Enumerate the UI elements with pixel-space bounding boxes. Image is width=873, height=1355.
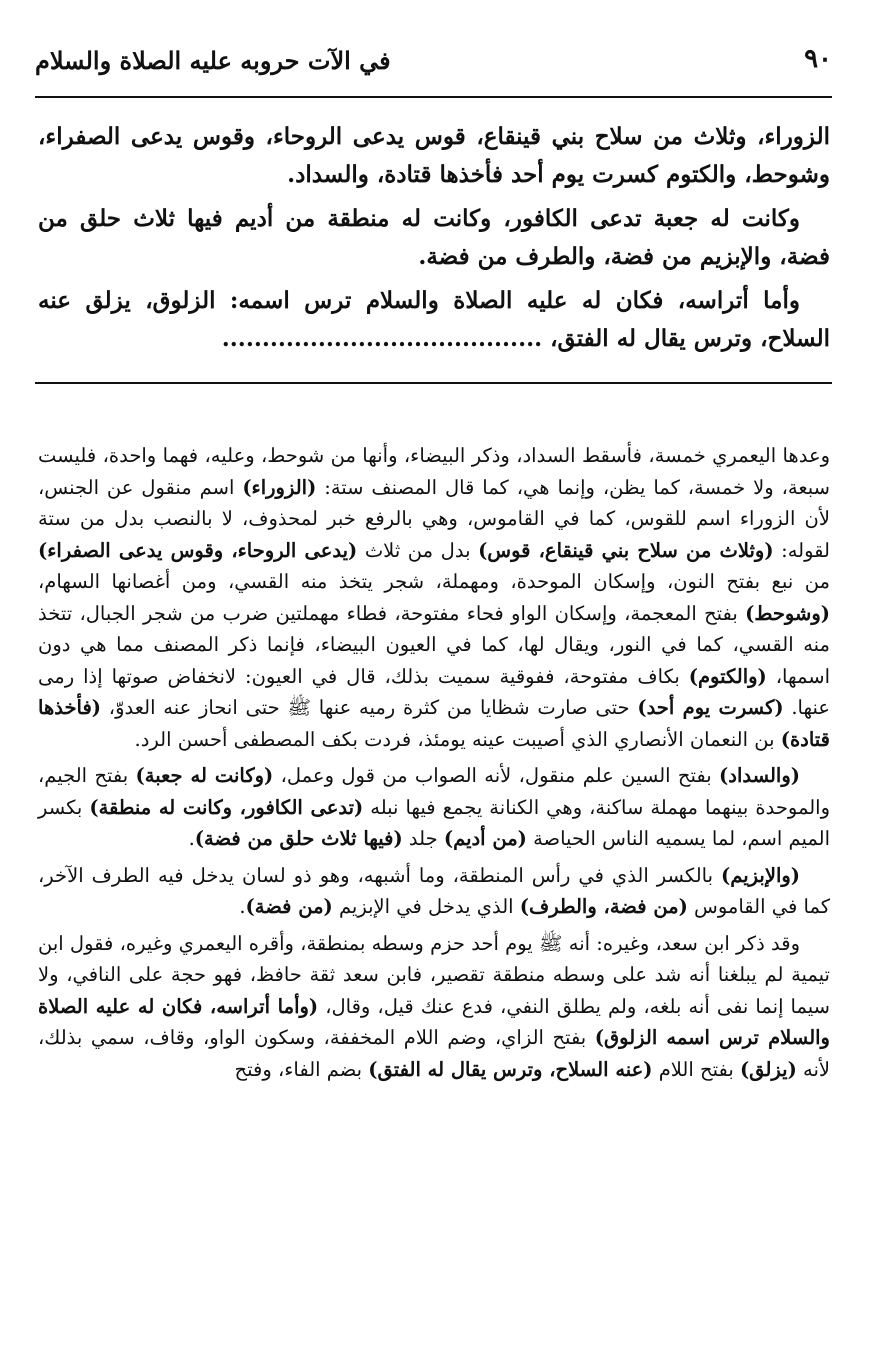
commentary-run: بضم الفاء، وفتح (234, 1057, 369, 1081)
commentary-run: الذي يدخل في الإبزيم (332, 895, 520, 918)
running-title: في الآت حروبه عليه الصلاة والسلام (35, 46, 391, 75)
section-divider (35, 382, 832, 384)
quoted-main-text: (فأخذها قتادة) (38, 696, 830, 751)
commentary-run: . (188, 827, 195, 850)
quoted-main-text: (فيها ثلاث حلق من فضة) (194, 827, 403, 850)
main-text-paragraph: الزوراء، وثلاث من سلاح بني قينقاع، قوس يدعى الروحاء، وقوس يدعى الصفراء، وشوحط، والكتوم كسرت يوم أحد فأخذها قتادة، والسداد. (38, 123, 830, 188)
commentary-text (38, 440, 830, 1090)
quoted-main-text: (وثلاث من سلاح بني قينقاع، قوس) (478, 538, 774, 562)
quoted-main-text: (والإبزيم) (721, 863, 800, 887)
quoted-main-text: (والسداد) (719, 764, 800, 787)
commentary-run: جلد (402, 827, 444, 850)
quoted-main-text: (يدعى الروحاء، وقوس يدعى الصفراء) (38, 538, 358, 562)
commentary-paragraph (38, 860, 830, 923)
commentary-run: بن النعمان الأنصاري الذي أصيبت عينه يومئذ، فردت بكف المصطفى أحسن الرد. (134, 727, 781, 751)
commentary-paragraph (38, 928, 830, 1086)
page-header (35, 40, 832, 88)
quoted-main-text: (وكانت له جعبة) (135, 764, 274, 787)
page-number: ٩٠ (804, 44, 832, 74)
commentary-run: بدل من ثلاث (357, 538, 479, 562)
main-text (38, 118, 830, 364)
quoted-main-text: (والكتوم) (688, 664, 767, 688)
quoted-main-text: (عنه السلاح، وترس يقال له الفتق) (368, 1057, 653, 1081)
quoted-main-text: (كسرت يوم أحد) (637, 696, 784, 719)
commentary-run: بفتح اللام (652, 1057, 740, 1081)
commentary-run: من نبع بفتح النون، وإسكان الموحدة، ومهملة، شجر يتخذ منه القسي، ومن أغصانها السهام، (38, 570, 830, 593)
quoted-main-text: (من أديم) (443, 827, 527, 850)
quoted-main-text: (وأما أتراسه، فكان له عليه الصلاة والسلام ترس اسمه الزلوق) (38, 994, 830, 1049)
header-rule (35, 96, 832, 98)
commentary-run: بفتح الجيم، والموحدة بينهما مهملة ساكنة، وهي الكنانة يجمع فيها نبله (38, 764, 830, 819)
commentary-run: اسم منقول عن الجنس، لأن الزوراء اسم للقوس، كما في القاموس، وهي بالرفع خبر لمحذوف، لا بالنصب بدل من ستة لقوله: (38, 475, 830, 562)
ellipsis-dots: ........................................ (221, 325, 543, 352)
commentary-paragraph (38, 760, 830, 855)
commentary-run: بكسر الميم اسم، لما يسميه الناس الحياصة (38, 795, 830, 850)
main-text-sentence: وأما أتراسه، فكان له عليه الصلاة والسلام ترس اسمه: الزلوق، يزلق عنه السلاح، وترس يقال له الفتق، (38, 287, 830, 352)
main-text-paragraph: وكانت له جعبة تدعى الكافور، وكانت له منطقة من أديم فيها ثلاث حلق من فضة، والإبزيم من فضة، والطرف من فضة. (38, 205, 830, 270)
quoted-main-text: (الزوراء) (242, 475, 317, 499)
commentary-run: وقد ذكر ابن سعد، وغيره: أنه ﷺ يوم أحد حزم وسطه بمنطقة، وأقره اليعمري وغيره، فقول ابن تيمية لم يبلغنا أنه شد على وسطه منطقة تقصير، فابن سعد ثقة حافظ، فهو حجة على النافي، ولا سيما إنما نفى أنه بلغه، ولم يطلق النفي، فدع عنك قيل، وقال، (38, 931, 830, 1018)
quoted-main-text: (من فضة) (245, 895, 333, 918)
quoted-main-text: (من فضة، والطرف) (519, 895, 688, 918)
main-text-paragraph (38, 282, 830, 358)
commentary-run: بالكسر الذي في رأس المنطقة، وما أشبهه، وهو ذو لسان يدخل فيه الطرف الآخر، كما في القاموس (38, 863, 830, 918)
commentary-run: بفتح السين علم منقول، لأنه الصواب من قول وعمل، (273, 764, 720, 787)
commentary-run: . (239, 895, 246, 918)
quoted-main-text: (وشوحط) (745, 601, 830, 625)
commentary-paragraph (38, 440, 830, 755)
commentary-run: حتى صارت شظايا من كثرة رميه عنها ﷺ حتى انحاز عنه العدوّ، (101, 696, 638, 719)
commentary-run: وعدها اليعمري خمسة، فأسقط السداد، وذكر البيضاء، وأنها من شوحط، وعليه، فهما واحدة، فليست سبعة، ولا خمسة، كما يظن، وإنما هي، كما قال المصنف ستة: (38, 444, 830, 499)
quoted-main-text: (تدعى الكافور، وكانت له منطقة) (89, 795, 364, 819)
quoted-main-text: (يزلق) (739, 1057, 797, 1081)
commentary-run: بفتح المعجمة، وإسكان الواو فحاء مفتوحة، فطاء مهملتين ضرب من شجر الجبال، تتخذ منه القسي، كما في النور، ويقال لها، كما في العيون البيضاء، فإنما ذكر المصنف مما هي دون اسمها، (38, 601, 830, 688)
commentary-run: بكاف مفتوحة، ففوقية سميت بذلك، قال في العيون: لانخفاض صوتها إذا رمى عنها. (38, 664, 831, 719)
commentary-run: بفتح الزاي، وضم اللام المخففة، وسكون الواو، وقاف، سمي بذلك، لأنه (38, 1026, 830, 1081)
